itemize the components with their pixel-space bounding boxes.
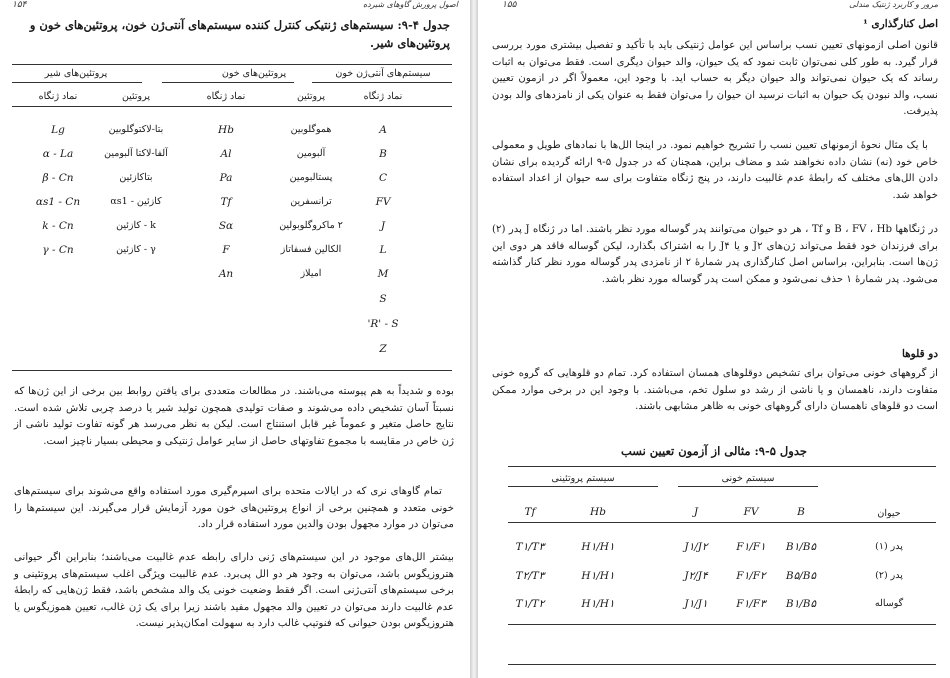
column-header: Hb bbox=[590, 506, 606, 518]
header-bottom-rule bbox=[12, 106, 452, 107]
group-header: سیستم خونی bbox=[721, 473, 775, 484]
table-title: جدول ۴-۹: سیستم‌های ژنتیکی کنترل کننده سیستم‌های آنتی‌ژن خون، پروتئین‌های خون و پروتئین‌های شیر. bbox=[29, 18, 450, 50]
table-cell: آلبومین bbox=[296, 148, 326, 159]
table-cell: Lg bbox=[51, 124, 65, 136]
table-bottom-rule bbox=[12, 370, 452, 371]
section-heading: دو قلوها bbox=[901, 348, 938, 360]
table-cell: γ - Cn bbox=[42, 244, 74, 256]
table-cell: Z bbox=[379, 343, 387, 355]
table-cell: T۲/T۳ bbox=[515, 570, 545, 582]
table-cell: Tf bbox=[220, 196, 232, 208]
column-header: B bbox=[797, 506, 805, 518]
table-cell: Hb bbox=[218, 124, 234, 136]
body-paragraph: تمام گاوهای نری که در ایالات متحده برای اسپرم‌گیری مورد استفاده واقع می‌شوند برای سیستم‌های خونی متعدد و همچنین برخی از انواع پروتئین‌های خون مورد آزمایش قرار می‌گیرند. این سیستم‌ها را می‌توان در موارد مجهول بودن والدین مورد استفاده قرار داد. bbox=[14, 486, 454, 531]
table-cell: F bbox=[222, 244, 230, 256]
table-cell: k - Cn bbox=[42, 220, 74, 232]
table-cell: T۱/T۲ bbox=[515, 598, 545, 610]
column-header: J bbox=[693, 506, 699, 518]
table-cell: J bbox=[380, 220, 386, 232]
table-cell: J۱/J۲ bbox=[684, 541, 708, 553]
group-header: پروتئین‌های شیر bbox=[44, 68, 108, 79]
table-cell: بتا-لاکتوگلوبین bbox=[108, 124, 164, 135]
table-cell: B۱/B۵ bbox=[785, 541, 817, 553]
animal-header: حیوان bbox=[877, 508, 901, 519]
column-header: Tf bbox=[524, 506, 536, 518]
header-bottom-rule bbox=[508, 522, 936, 523]
table-cell: α - La bbox=[42, 148, 74, 160]
table-cell: F۱/F۳ bbox=[736, 598, 766, 610]
group-rule bbox=[508, 486, 658, 487]
body-paragraph: در ژنگاهها B ، FV ، Hb و Tf ، هر دو حیوان می‌توانند پدر گوساله مورد نظر باشند. اما در ژنگاه J پدر (۲) برای فرزندان خود فقط می‌تواند ژن‌های J۲ و یا J۴ را به اشتراک بگذارد، لیکن گوساله فاقد هر دوی این ژن‌ها است. بنابراین، براساس اصل کنارگذاری پدر شمارهٔ ۲ از نامزدی پدر گوساله مورد نظر کنار گذاشته می‌شود. پدر شمارهٔ ۱ حذف نمی‌شود و ممکن است پدر گوساله مورد نظر باشد. bbox=[492, 224, 938, 285]
table-cell: پدر (۲) bbox=[875, 570, 903, 581]
table-top-rule bbox=[508, 466, 936, 467]
table-cell: S bbox=[379, 293, 387, 305]
table-cell: H۱/H۱ bbox=[581, 598, 615, 610]
body-paragraph: بیشتر الل‌های موجود در این سیستم‌های ژنی دارای رابطه عدم غالبیت می‌باشند؛ بنابراین اگر حیوانی هتروزیگوس باشد، می‌توان به وجود هر دو الل پی‌برد. عدم غالبیت ویژگی اغلب سیستم‌های پروتئینی و برخی سیستم‌های آنتی‌ژنی است. اگر فقط وضعیت خونی یک والد مشخص باشد، فقط ژن‌هایی که رابطهٔ عدم غالبیت دارند می‌توان در تعیین والد مجهول مفید باشند زیرا برای یک ژن غالب، تعیین هموزیگوس یا هتروزیگوس بودن حیوانی که فنوتیپ غالب دارد به سهولت امکان‌پذیر نیست. bbox=[14, 552, 454, 630]
table-cell: k - کازئین bbox=[116, 220, 156, 231]
table-cell: پستالبومین bbox=[289, 172, 333, 183]
table-cell: B bbox=[379, 148, 387, 160]
sub-header: پروتئین bbox=[121, 91, 151, 102]
group-header: پروتئین‌های خون bbox=[221, 68, 287, 79]
table-cell: پدر (۱) bbox=[875, 541, 903, 552]
table-cell: B۵/B۵ bbox=[785, 570, 817, 582]
table-cell: T۱/T۳ bbox=[515, 541, 545, 553]
table-cell: An bbox=[218, 268, 234, 280]
table-cell: امیلاز bbox=[300, 268, 322, 279]
body-paragraph: از گروههای خونی می‌توان برای تشخیص دوقلوهای همسان استفاده کرد. تمام دو قلوهایی که گروه خونی متفاوت دارند، ناهمسان و یا ناشی از رشد دو سلول تخم، می‌باشند. با وجود این در برخی موارد ممکن است دو قلوهای ناهمسان دارای گروههای خونی به ظاهر مشابهی باشند. bbox=[492, 368, 938, 413]
table-bottom-rule bbox=[508, 624, 936, 625]
table-cell: ترانسفرین bbox=[290, 196, 332, 207]
table-cell: β - Cn bbox=[42, 172, 74, 184]
left-page bbox=[0, 0, 470, 678]
table-cell: H۱/H۱ bbox=[581, 570, 615, 582]
body-paragraph: بوده و شدیداً به هم پیوسته می‌باشند. در مطالعات متعددی برای یافتن روابط بین برخی از این ژن‌ها که نسبتاً آسان تشخیص داده می‌شوند و صفات تولیدی همچون تولید شیر یا درصد چربی تلاش شده است. نتایج حاصل متغیر و عموماً غیر قابل استنتاج است. لیکن به نظر می‌رسد هر گونه تفاوت تولید ناشی از ژن خاص در مقایسه با مجموع تفاوتهای حاصل از سایر عوامل ژنتیکی و محیطی بسیار ناچیز است. bbox=[14, 386, 454, 447]
table-cell: γ - کازئین bbox=[116, 244, 156, 255]
table-cell: FV bbox=[375, 196, 391, 208]
table-cell: آلفا-لاکتا آلبومین bbox=[104, 148, 168, 159]
right-page bbox=[478, 0, 950, 678]
sub-header: نماد ژنگاه bbox=[38, 91, 78, 102]
table-cell: F۱/F۲ bbox=[736, 570, 766, 582]
group-header: سیستم‌های آنتی‌ژن خون bbox=[335, 68, 431, 79]
group-rule bbox=[678, 486, 818, 487]
table-cell: Pa bbox=[219, 172, 233, 184]
table-cell: J۱/J۱ bbox=[684, 598, 708, 610]
column-header: FV bbox=[743, 506, 759, 518]
group-rule bbox=[12, 82, 142, 83]
table-cell: هموگلوبین bbox=[290, 124, 332, 135]
running-header: مرور و کاربرد ژنتیک مندلی bbox=[849, 0, 938, 9]
table-cell: L bbox=[379, 244, 387, 256]
table-cell: بتاکازئین bbox=[119, 172, 153, 183]
table-cell: گوساله bbox=[874, 598, 904, 609]
group-rule bbox=[162, 82, 294, 83]
table-cell: M bbox=[377, 268, 389, 280]
table-cell: αs1 - Cn bbox=[35, 196, 81, 208]
section-heading: اصل کنارگذاری ¹ bbox=[863, 18, 938, 30]
table-cell: ۲ ماکروگلوبولین bbox=[279, 220, 343, 231]
sub-header: نماد ژنگاه bbox=[363, 91, 403, 102]
group-header: سیستم پروتئینی bbox=[551, 473, 615, 484]
page-number: ۱۵۴ bbox=[12, 0, 27, 10]
body-paragraph: قانون اصلی ازمونهای تعیین نسب براساس این عوامل ژنتیکی باید با تأکید و تفصیل بیشتری مورد بررسی قرار گیرد. به طور کلی نمی‌توان ثابت نمود که یک حیوان، والد حیوان دیگری است. فقط می‌توان به اثبات رساند که یک حیوان نمی‌تواند والد حیوان دیگر به حساب اید. با وجود این، معمولاً اگر در ازمون تعیین نسب، والد نبودن یک حیوان به اثبات نرسید ان حیوان را می‌توان فقط به عنوان یکی از نامزدهای والد بودن پذیرفت. bbox=[492, 40, 938, 118]
table-cell: Al bbox=[220, 148, 232, 160]
group-rule bbox=[312, 82, 452, 83]
table-cell: Sα bbox=[218, 220, 234, 232]
table-cell: کازئین - αs1 bbox=[110, 196, 162, 207]
table-cell: R' - S' bbox=[367, 318, 399, 330]
table-cell: C bbox=[378, 172, 388, 184]
table-cell: F۱/F۱ bbox=[736, 541, 766, 553]
table-cell: B۱/B۵ bbox=[785, 598, 817, 610]
sub-header: نماد ژنگاه bbox=[206, 91, 246, 102]
body-paragraph: با یک مثال نحوهٔ ازمونهای تعیین نسب را تشریح خواهیم نمود. در اینجا الل‌ها با نمادهای طویل و معمولی خاص خود (نه) نشان داده نخواهند شد و مضاف براین، همچنان که در جدول ۵-۹ ارائه گردیده برای نشان دادن الل‌های مختلف که رابطهٔ عدم غالبیت دارند، در پنج ژنگاه متفاوت برای سه حیوان از اعداد استفاده خواهد شد. bbox=[492, 140, 938, 201]
table-cell: A bbox=[379, 124, 387, 136]
running-header: اصول پرورش گاوهای شیرده bbox=[362, 0, 458, 9]
table-cell: J۲/J۴ bbox=[684, 570, 708, 582]
book-gutter bbox=[470, 0, 478, 678]
page-number: ۱۵۵ bbox=[502, 0, 517, 10]
table-cell: H۱/H۱ bbox=[581, 541, 615, 553]
sub-header: پروتئین bbox=[296, 91, 326, 102]
table-top-rule bbox=[12, 64, 452, 65]
page-footer-rule bbox=[508, 664, 936, 665]
table-cell: الکالین فسفاتاز bbox=[280, 244, 342, 255]
table-title: جدول ۵-۹: مثالی از آزمون تعیین نسب bbox=[621, 444, 807, 458]
